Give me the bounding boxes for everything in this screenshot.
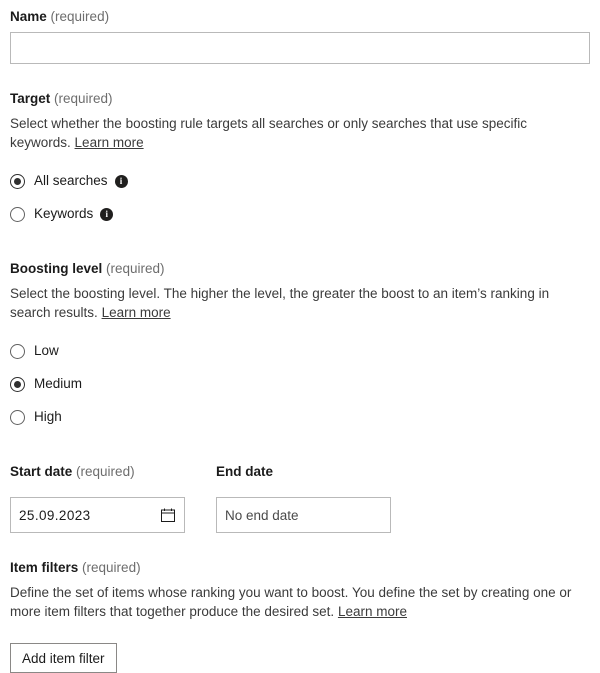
boosting-level-option-high-label[interactable]: High: [34, 409, 62, 424]
boosting-level-description-text: Select the boosting level. The higher the level, the greater the boost to an item’s ranking in search results.: [10, 286, 550, 320]
add-item-filter-button[interactable]: Add item filter: [10, 643, 117, 673]
end-date-group: [216, 463, 391, 533]
item-filters-description: [10, 583, 590, 621]
name-input[interactable]: [10, 32, 590, 64]
start-date-required-text: (required): [76, 464, 135, 479]
target-label-text: Target: [10, 91, 51, 106]
target-required-text: (required): [54, 91, 113, 106]
item-filters-label-text: Item filters: [10, 560, 79, 575]
start-date-input[interactable]: [10, 497, 185, 533]
boosting-level-option-low[interactable]: [10, 338, 590, 364]
boosting-level-label: [10, 260, 590, 278]
item-filters-required-text: (required): [82, 560, 141, 575]
end-date-input[interactable]: [216, 497, 391, 533]
radio-high[interactable]: [10, 410, 25, 425]
item-filters-label: [10, 559, 590, 577]
name-label: [10, 8, 590, 26]
target-option-all-searches-label[interactable]: All searches: [34, 173, 108, 188]
boosting-level-section: [10, 260, 590, 430]
target-label: [10, 90, 590, 108]
end-date-label: [216, 463, 391, 481]
end-date-label-text: End date: [216, 464, 274, 479]
info-icon-keywords[interactable]: i: [100, 208, 113, 221]
target-option-all-searches[interactable]: [10, 168, 590, 194]
name-required-text: (required): [50, 9, 110, 24]
target-option-keywords-label[interactable]: Keywords: [34, 206, 94, 221]
radio-medium[interactable]: [10, 377, 25, 392]
radio-low[interactable]: [10, 344, 25, 359]
boosting-level-option-medium-label[interactable]: Medium: [34, 376, 83, 391]
boosting-level-option-low-label[interactable]: Low: [34, 343, 59, 358]
name-label-text: Name: [10, 9, 47, 24]
start-date-label-text: Start date: [10, 464, 73, 479]
calendar-icon[interactable]: [161, 508, 175, 522]
info-icon-all-searches[interactable]: i: [115, 175, 128, 188]
target-description-text: Select whether the boosting rule targets all searches or only searches that use specific keywords.: [10, 116, 528, 150]
boosting-level-label-text: Boosting level: [10, 261, 103, 276]
radio-all-searches[interactable]: [10, 174, 25, 189]
target-learn-more-link[interactable]: Learn more: [74, 135, 144, 150]
boosting-level-option-medium[interactable]: [10, 371, 590, 397]
end-date-placeholder: No end date: [225, 507, 299, 523]
start-date-value: 25.09.2023: [19, 507, 91, 523]
boosting-level-required-text: (required): [106, 261, 165, 276]
start-date-label: [10, 463, 185, 481]
item-filters-learn-more-link[interactable]: Learn more: [337, 604, 407, 619]
boosting-level-option-high[interactable]: [10, 404, 590, 430]
start-date-group: [10, 463, 185, 533]
name-section: [10, 8, 590, 64]
item-filters-section: [10, 559, 590, 673]
target-option-keywords[interactable]: [10, 201, 590, 227]
boosting-level-learn-more-link[interactable]: Learn more: [101, 305, 171, 320]
radio-keywords[interactable]: [10, 207, 25, 222]
target-section: [10, 90, 590, 227]
target-description: [10, 114, 590, 152]
boosting-level-description: [10, 284, 590, 322]
dates-section: [10, 463, 590, 533]
item-filters-description-text: Define the set of items whose ranking you want to boost. You define the set by creating one or more item filters that together produce the desired set.: [10, 585, 572, 619]
